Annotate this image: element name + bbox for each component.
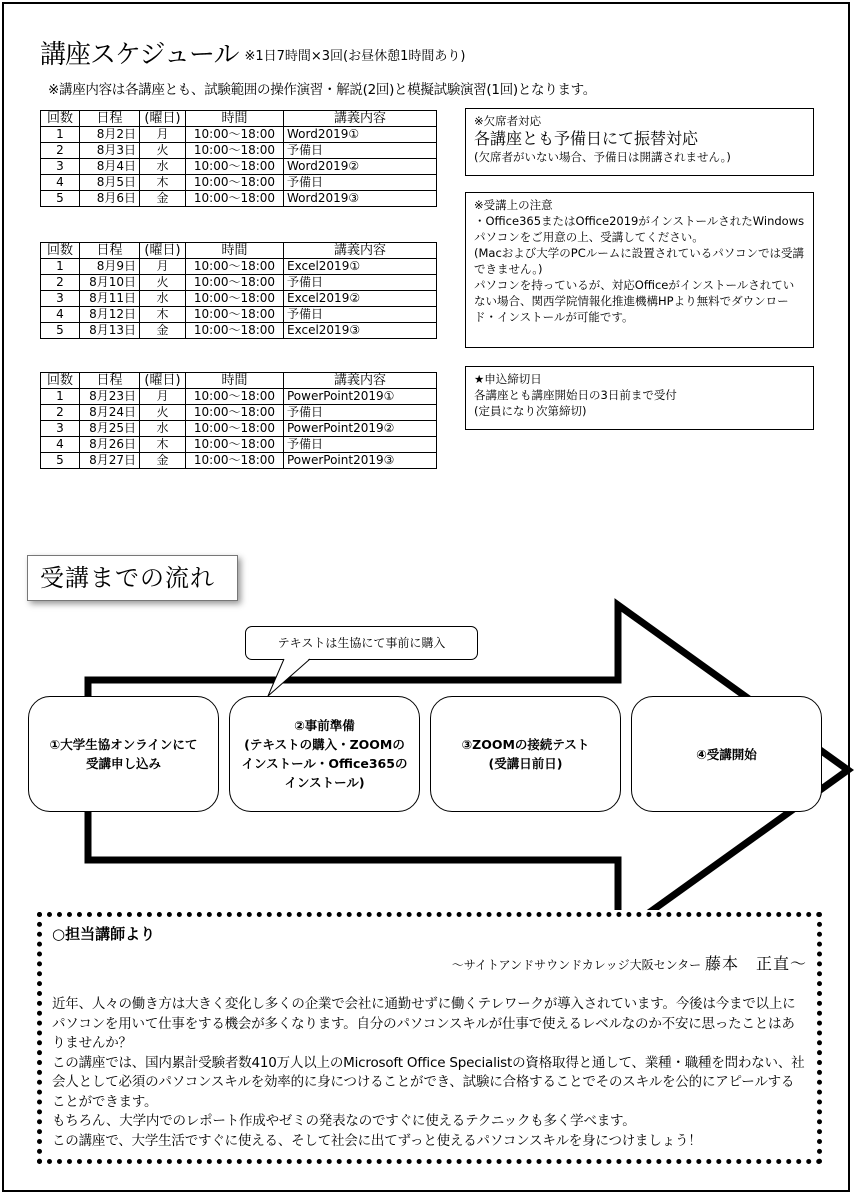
column-header: 時間 bbox=[186, 373, 284, 389]
table-cell: 8月9日 bbox=[80, 259, 140, 275]
deadline-notice bbox=[465, 366, 814, 430]
table-cell: 月 bbox=[140, 127, 186, 143]
table-cell: 10:00〜18:00 bbox=[186, 405, 284, 421]
table-row bbox=[41, 437, 437, 453]
deadline-main: 各講座とも講座開始日の3日前まで受付 bbox=[474, 388, 677, 402]
table-cell: 10:00〜18:00 bbox=[186, 307, 284, 323]
caution-heading: ※受講上の注意 bbox=[474, 198, 553, 212]
table-cell: 10:00〜18:00 bbox=[186, 127, 284, 143]
deadline-heading: ★申込締切日 bbox=[474, 372, 542, 386]
table-cell: Excel2019② bbox=[284, 291, 437, 307]
table-cell: 10:00〜18:00 bbox=[186, 191, 284, 207]
column-header: (曜日) bbox=[140, 111, 186, 127]
column-header: 時間 bbox=[186, 243, 284, 259]
table-header-row bbox=[41, 243, 437, 259]
caution-line: パソコンを持っているが、対応Officeがインストールされていない場合、関西学院情報化推進機構HPより無料でダウンロード・インストールが可能です。 bbox=[474, 278, 795, 324]
table-row bbox=[41, 291, 437, 307]
table-row bbox=[41, 405, 437, 421]
table-cell: 8月13日 bbox=[80, 323, 140, 339]
caution-line: ・Office365またはOffice2019がインストールされたWindowsパソコンをご用意の上、受講してください。 bbox=[474, 214, 805, 244]
flow-step-1 bbox=[28, 696, 219, 812]
callout-pointer bbox=[260, 658, 340, 700]
table-row bbox=[41, 323, 437, 339]
table-cell: 8月4日 bbox=[80, 159, 140, 175]
deadline-note: (定員になり次第締切) bbox=[474, 404, 587, 418]
absence-main: 各講座とも予備日にて振替対応 bbox=[474, 129, 699, 148]
table-cell: Word2019③ bbox=[284, 191, 437, 207]
message-heading: ○担当講師より bbox=[52, 925, 156, 943]
table-cell: 木 bbox=[140, 307, 186, 323]
table-cell: 1 bbox=[41, 389, 80, 405]
table-cell: 8月12日 bbox=[80, 307, 140, 323]
table-cell: 水 bbox=[140, 159, 186, 175]
table-cell: Excel2019③ bbox=[284, 323, 437, 339]
page-title bbox=[40, 34, 465, 71]
table-cell: 10:00〜18:00 bbox=[186, 159, 284, 175]
table-row bbox=[41, 389, 437, 405]
table-cell: 5 bbox=[41, 191, 80, 207]
schedule-table-word bbox=[40, 110, 437, 207]
table-cell: 予備日 bbox=[284, 143, 437, 159]
table-header-row bbox=[41, 373, 437, 389]
table-cell: 2 bbox=[41, 143, 80, 159]
table-cell: 金 bbox=[140, 323, 186, 339]
table-cell: 火 bbox=[140, 275, 186, 291]
table-cell: 10:00〜18:00 bbox=[186, 175, 284, 191]
table-row bbox=[41, 159, 437, 175]
message-paragraph: この講座では、国内累計受験者数410万人以上のMicrosoft Office Specialistの資格取得と通して、業種・職種を問わない、社会人として必須のパソコンスキルを効率的に身につけることができ、試験に合格することでそのスキルを公的にアピールすることができます。 bbox=[52, 1054, 805, 1110]
table-cell: 4 bbox=[41, 437, 80, 453]
table-cell: 予備日 bbox=[284, 405, 437, 421]
table-cell: 金 bbox=[140, 191, 186, 207]
table-cell: 10:00〜18:00 bbox=[186, 323, 284, 339]
flow-step-2-text: ②事前準備 (テキストの購入・ZOOMの インストール・Office365の インストール) bbox=[241, 718, 408, 790]
table-cell: 8月26日 bbox=[80, 437, 140, 453]
table-cell: 4 bbox=[41, 175, 80, 191]
table-cell: 8月6日 bbox=[80, 191, 140, 207]
table-cell: Word2019② bbox=[284, 159, 437, 175]
table-row bbox=[41, 259, 437, 275]
table-row bbox=[41, 275, 437, 291]
table-row bbox=[41, 453, 437, 469]
flow-step-3 bbox=[430, 696, 621, 812]
column-header: 回数 bbox=[41, 373, 80, 389]
table-cell: 水 bbox=[140, 291, 186, 307]
table-cell: 月 bbox=[140, 259, 186, 275]
table-cell: 8月27日 bbox=[80, 453, 140, 469]
table-cell: 金 bbox=[140, 453, 186, 469]
table-cell: 10:00〜18:00 bbox=[186, 143, 284, 159]
table-cell: 8月23日 bbox=[80, 389, 140, 405]
table-row bbox=[41, 421, 437, 437]
table-cell: PowerPoint2019② bbox=[284, 421, 437, 437]
column-header: 講義内容 bbox=[284, 111, 437, 127]
column-header: 講義内容 bbox=[284, 243, 437, 259]
table-row bbox=[41, 143, 437, 159]
flow-step-1-text: ①大学生協オンラインにて 受講申し込み bbox=[49, 737, 198, 771]
table-cell: 8月25日 bbox=[80, 421, 140, 437]
column-header: 日程 bbox=[80, 373, 140, 389]
flow-step-4 bbox=[631, 696, 822, 812]
table-cell: 8月3日 bbox=[80, 143, 140, 159]
table-cell: PowerPoint2019③ bbox=[284, 453, 437, 469]
column-header: 回数 bbox=[41, 111, 80, 127]
table-row bbox=[41, 307, 437, 323]
column-header: 日程 bbox=[80, 111, 140, 127]
table-cell: 8月5日 bbox=[80, 175, 140, 191]
content-note: ※講座内容は各講座とも、試験範囲の操作演習・解説(2回)と模擬試験演習(1回)となります。 bbox=[48, 82, 596, 98]
table-cell: 8月24日 bbox=[80, 405, 140, 421]
signature-org: 〜サイトアンドサウンドカレッジ大阪センター bbox=[451, 958, 702, 972]
table-cell: 8月10日 bbox=[80, 275, 140, 291]
schedule-table-excel bbox=[40, 242, 437, 339]
table-cell: 木 bbox=[140, 437, 186, 453]
flow-step-4-text: ④受講開始 bbox=[696, 746, 757, 762]
table-cell: 3 bbox=[41, 421, 80, 437]
table-cell: Excel2019① bbox=[284, 259, 437, 275]
message-signature bbox=[452, 951, 807, 974]
column-header: 日程 bbox=[80, 243, 140, 259]
message-paragraph: もちろん、大学内でのレポート作成やゼミの発表なのですぐに使えるテクニックも多く学べます。 bbox=[52, 1113, 636, 1129]
table-cell: 5 bbox=[41, 323, 80, 339]
table-cell: 10:00〜18:00 bbox=[186, 421, 284, 437]
table-cell: 10:00〜18:00 bbox=[186, 291, 284, 307]
table-cell: 10:00〜18:00 bbox=[186, 453, 284, 469]
table-cell: 3 bbox=[41, 159, 80, 175]
table-cell: 月 bbox=[140, 389, 186, 405]
caution-line: (Macおよび大学のPCルームに設置されているパソコンでは受講できません。) bbox=[474, 246, 805, 276]
table-cell: 予備日 bbox=[284, 307, 437, 323]
column-header: 講義内容 bbox=[284, 373, 437, 389]
table-cell: 1 bbox=[41, 127, 80, 143]
table-cell: 8月2日 bbox=[80, 127, 140, 143]
table-cell: 予備日 bbox=[284, 175, 437, 191]
title-text: 講座スケジュール bbox=[40, 40, 239, 70]
table-cell: 火 bbox=[140, 405, 186, 421]
column-header: (曜日) bbox=[140, 243, 186, 259]
flow-section-title: 受講までの流れ bbox=[27, 555, 238, 601]
table-row bbox=[41, 127, 437, 143]
message-body bbox=[52, 995, 807, 1151]
table-cell: 10:00〜18:00 bbox=[186, 275, 284, 291]
table-cell: 1 bbox=[41, 259, 80, 275]
instructor-message bbox=[37, 912, 822, 1164]
table-cell: 予備日 bbox=[284, 275, 437, 291]
schedule-table-powerpoint bbox=[40, 372, 437, 469]
table-cell: 2 bbox=[41, 275, 80, 291]
absence-note: (欠席者がいない場合、予備日は開講されません。) bbox=[474, 150, 731, 164]
table-cell: Word2019① bbox=[284, 127, 437, 143]
table-cell: 3 bbox=[41, 291, 80, 307]
table-cell: 2 bbox=[41, 405, 80, 421]
table-cell: 水 bbox=[140, 421, 186, 437]
table-cell: 木 bbox=[140, 175, 186, 191]
callout-text: テキストは生協にて事前に購入 bbox=[277, 636, 446, 650]
column-header: 時間 bbox=[186, 111, 284, 127]
caution-notice bbox=[465, 192, 814, 348]
table-cell: 10:00〜18:00 bbox=[186, 259, 284, 275]
callout bbox=[245, 626, 478, 660]
table-header-row bbox=[41, 111, 437, 127]
table-row bbox=[41, 175, 437, 191]
table-cell: 8月11日 bbox=[80, 291, 140, 307]
message-paragraph: この講座で、大学生活ですぐに使える、そして社会に出てずっと使えるパソコンスキルを身につけましょう！ bbox=[52, 1132, 702, 1149]
table-cell: 予備日 bbox=[284, 437, 437, 453]
flow-step-3-text: ③ZOOMの接続テスト (受講日前日) bbox=[461, 737, 590, 771]
table-cell: PowerPoint2019① bbox=[284, 389, 437, 405]
table-cell: 火 bbox=[140, 143, 186, 159]
flow-step-2 bbox=[229, 696, 420, 812]
table-cell: 5 bbox=[41, 453, 80, 469]
table-cell: 4 bbox=[41, 307, 80, 323]
signature-name: 藤本 正直〜 bbox=[704, 954, 807, 973]
table-row bbox=[41, 191, 437, 207]
title-note: ※1日7時間×3回(お昼休憩1時間あり) bbox=[244, 49, 466, 64]
absence-heading: ※欠席者対応 bbox=[474, 114, 542, 128]
column-header: 回数 bbox=[41, 243, 80, 259]
message-paragraph: 近年、人々の働き方は大きく変化し多くの企業で会社に通勤せずに働くテレワークが導入されています。今後は今まで以上にパソコンを用いて仕事をする機会が多くなります。自分のパソコンスキルが仕事で使えるレベルなのか不安に思ったことはありませんか？ bbox=[52, 996, 796, 1051]
table-cell: 10:00〜18:00 bbox=[186, 437, 284, 453]
absence-notice bbox=[465, 108, 814, 176]
table-cell: 10:00〜18:00 bbox=[186, 389, 284, 405]
column-header: (曜日) bbox=[140, 373, 186, 389]
